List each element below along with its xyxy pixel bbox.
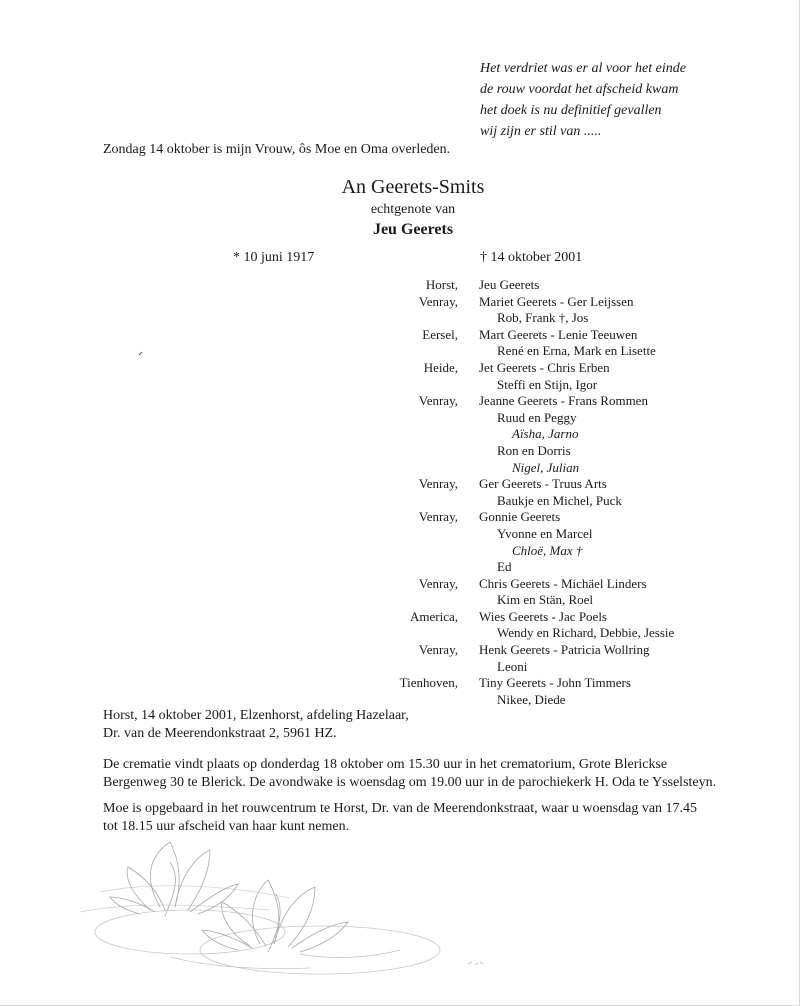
intro-text: Zondag 14 oktober is mijn Vrouw, ôs Moe en Oma overleden.: [103, 142, 451, 157]
family-members: Wies Geerets - Jac Poels: [479, 608, 607, 624]
family-place: Venray,: [418, 476, 458, 492]
family-members: Gonnie Geerets: [479, 509, 561, 525]
family-row: [0, 277, 800, 294]
family-members: Wendy en Richard, Debbie, Jessie: [497, 625, 675, 641]
spouse-label: echtgenote van: [370, 202, 456, 217]
family-row: [0, 609, 800, 626]
cremation-notice: De crematie vindt plaats op donderdag 18 oktober om 15.30 uur in het crematorium, Grote Blerickse Bergenweg 30 te Blerick. De avondwake is woensdag om 19.00 uur in de parochiekerk H. Oda te Ysselsteyn.: [103, 757, 717, 790]
family-members: Nigel, Julian: [512, 459, 580, 475]
family-row: [0, 360, 800, 377]
family-row: [0, 393, 800, 410]
family-place: Venray,: [418, 293, 458, 309]
family-row: [0, 576, 800, 593]
family-row: [0, 659, 800, 676]
family-row: [0, 592, 800, 609]
family-row: [0, 310, 800, 327]
family-place: America,: [409, 608, 458, 624]
family-row: [0, 460, 800, 477]
family-row: [0, 642, 800, 659]
family-list: [0, 277, 800, 708]
family-members: Mart Geerets - Lenie Teeuwen: [479, 326, 638, 342]
stray-mark: [138, 350, 144, 356]
family-row: [0, 692, 800, 709]
family-members: Kim en Stän, Roel: [497, 592, 594, 608]
poem-line: Het verdriet was er al voor het einde: [480, 61, 686, 76]
family-row: [0, 294, 800, 311]
family-members: Ruud en Peggy: [497, 409, 577, 425]
family-members: Nikee, Diede: [497, 691, 566, 707]
water-lily-illustration: [70, 832, 510, 982]
stray-mark: [466, 958, 486, 968]
family-row: [0, 675, 800, 692]
family-place: Venray,: [418, 509, 458, 525]
family-row: [0, 526, 800, 543]
family-members: Yvonne en Marcel: [497, 525, 593, 541]
family-members: Jeanne Geerets - Frans Rommen: [479, 393, 648, 409]
family-place: Venray,: [418, 393, 458, 409]
family-members: Chloë, Max †: [512, 542, 583, 558]
family-row: [0, 410, 800, 427]
poem-line: de rouw voordat het afscheid kwam: [480, 82, 679, 97]
family-members: Steffi en Stijn, Igor: [497, 376, 598, 392]
family-place: Horst,: [425, 277, 458, 292]
family-row: [0, 327, 800, 344]
spouse-name: Jeu Geerets: [372, 221, 454, 238]
family-members: Ger Geerets - Truus Arts: [479, 476, 607, 492]
family-place: Heide,: [423, 359, 458, 375]
family-row: [0, 343, 800, 360]
death-date: † 14 oktober 2001: [480, 250, 583, 265]
family-members: Leoni: [497, 658, 528, 674]
family-row: [0, 543, 800, 560]
family-place: Venray,: [418, 575, 458, 591]
family-place: Tienhoven,: [399, 675, 458, 691]
family-members: Mariet Geerets - Ger Leijssen: [479, 293, 634, 309]
family-row: [0, 625, 800, 642]
birth-date: * 10 juni 1917: [233, 250, 315, 265]
poem-line: het doek is nu definitief gevallen: [480, 103, 662, 118]
address-line: Dr. van de Meerendonkstraat 2, 5961 HZ.: [103, 726, 337, 741]
family-members: Ed: [497, 559, 512, 575]
family-row: [0, 559, 800, 576]
family-row: [0, 509, 800, 526]
family-row: [0, 476, 800, 493]
viewing-notice: Moe is opgebaard in het rouwcentrum te Horst, Dr. van de Meerendonkstraat, waar u woensdag van 17.45 tot 18.15 uur afscheid van haar kunt nemen.: [103, 801, 698, 834]
family-place: Venray,: [418, 642, 458, 658]
family-place: Eersel,: [422, 326, 458, 342]
family-members: Chris Geerets - Michäel Linders: [479, 575, 647, 591]
family-members: Jet Geerets - Chris Erben: [479, 359, 610, 375]
family-row: [0, 493, 800, 510]
family-members: Tiny Geerets - John Timmers: [479, 675, 631, 691]
poem-line: wij zijn er stil van .....: [480, 124, 602, 139]
family-row: [0, 377, 800, 394]
family-members: Jeu Geerets: [479, 277, 540, 292]
poem: [480, 58, 686, 142]
family-members: Henk Geerets - Patricia Wollring: [479, 642, 650, 658]
address-block: [103, 707, 713, 743]
family-row: [0, 443, 800, 460]
family-members: Ron en Dorris: [497, 442, 571, 458]
family-row: [0, 426, 800, 443]
deceased-name: An Geerets-Smits: [341, 176, 485, 198]
family-members: Aïsha, Jarno: [512, 426, 579, 442]
address-line: Horst, 14 oktober 2001, Elzenhorst, afdeling Hazelaar,: [103, 708, 409, 723]
family-members: Baukje en Michel, Puck: [497, 492, 622, 508]
family-members: René en Erna, Mark en Lisette: [497, 343, 656, 359]
family-members: Rob, Frank †, Jos: [497, 310, 589, 326]
